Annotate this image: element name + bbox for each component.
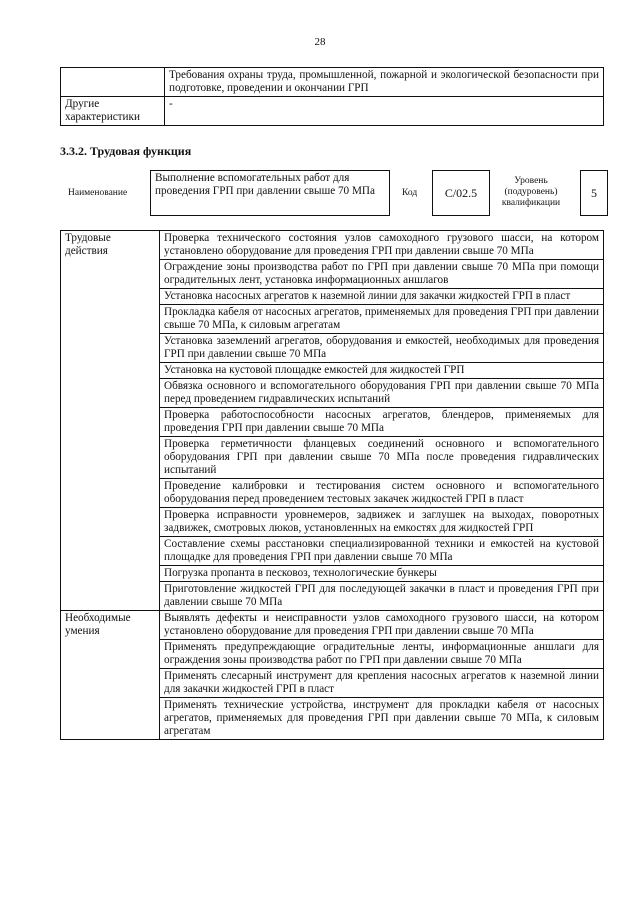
action-row-text: Приготовление жидкостей ГРП для последующей закачки в пласт и проведения ГРП при давлении свыше 70 МПа bbox=[160, 582, 604, 611]
top-table-requirement: Требования охраны труда, промышленной, пожарной и экологической безопасности при подготовке, проведении и окончании ГРП bbox=[165, 68, 604, 97]
action-row-text: Установка заземлений агрегатов, оборудования и емкостей, необходимых для проведения ГРП при давлении свыше 70 МПа bbox=[160, 334, 604, 363]
action-row bbox=[61, 231, 604, 260]
action-row-text: Установка насосных агрегатов к наземной линии для закачки жидкостей ГРП в пласт bbox=[160, 289, 604, 305]
action-row-text: Проверка исправности уровнемеров, задвижек и заглушек на выходах, поворотных задвижек, смотровых люков, установленных на емкостях для жидкостей ГРП bbox=[160, 508, 604, 537]
other-characteristics-label: Другие характеристики bbox=[61, 97, 165, 126]
section-title: 3.3.2. Трудовая функция bbox=[60, 144, 192, 158]
top-table-empty-cell bbox=[61, 68, 165, 97]
skill-row-text: Применять предупреждающие оградительные ленты, информационные аншлаги для ограждения зоны производства работ по ГРП при давлении свыше 70 МПа bbox=[160, 640, 604, 669]
other-characteristics-value: - bbox=[165, 97, 604, 126]
action-row-text: Проверка герметичности фланцевых соединений основного и вспомогательного оборудования ГРП при давлении свыше 70 МПа после проведения гидравлических испытаний bbox=[160, 437, 604, 479]
skill-row-text: Применять слесарный инструмент для крепления насосных агрегатов к наземной линии для закачки жидкостей ГРП в пласт bbox=[160, 669, 604, 698]
action-row-text: Ограждение зоны производства работ по ГРП при давлении свыше 70 МПа при помощи оградительных лент, установка информационных аншлагов bbox=[160, 260, 604, 289]
function-code: C/02.5 bbox=[432, 170, 490, 216]
action-row-text: Прокладка кабеля от насосных агрегатов, применяемых для проведения ГРП при давлении свыше 70 МПа, к силовым агрегатам bbox=[160, 305, 604, 334]
action-row-text: Обвязка основного и вспомогательного оборудования ГРП при давлении свыше 70 МПа перед проведением гидравлических испытаний bbox=[160, 379, 604, 408]
function-level: 5 bbox=[580, 170, 608, 216]
skills-label: Необходимые умения bbox=[61, 611, 160, 740]
code-label: Код bbox=[402, 188, 418, 198]
skill-row bbox=[61, 611, 604, 640]
level-label: Уровень (подуровень) квалификации bbox=[501, 176, 561, 208]
top-table bbox=[60, 67, 604, 126]
name-label: Наименование bbox=[68, 188, 128, 198]
function-name: Выполнение вспомогательных работ для проведения ГРП при давлении свыше 70 МПа bbox=[150, 170, 390, 216]
action-row-text: Проверка технического состояния узлов самоходного грузового шасси, на котором установлено оборудование для проведения ГРП при давлении свыше 70 МПа bbox=[160, 231, 604, 260]
main-table bbox=[60, 230, 604, 740]
action-row-text: Проведение калибровки и тестирования систем основного и вспомогательного оборудования перед проведением тестовых закачек жидкостей ГРП в пласт bbox=[160, 479, 604, 508]
page-number: 28 bbox=[314, 36, 326, 48]
actions-label: Трудовые действия bbox=[61, 231, 160, 611]
action-row-text: Установка на кустовой площадке емкостей для жидкостей ГРП bbox=[160, 363, 604, 379]
skill-row-text: Применять технические устройства, инструмент для прокладки кабеля от насосных агрегатов, применяемых для проведения ГРП при давлении свыше 70 МПа, к силовым агрегатам bbox=[160, 698, 604, 740]
action-row-text: Проверка работоспособности насосных агрегатов, блендеров, применяемых для проведения ГРП при давлении свыше 70 МПа bbox=[160, 408, 604, 437]
action-row-text: Составление схемы расстановки специализированной техники и емкостей на кустовой площадке для проведения ГРП при давлении свыше 70 МПа bbox=[160, 537, 604, 566]
function-header bbox=[60, 170, 610, 216]
skill-row-text: Выявлять дефекты и неисправности узлов самоходного грузового шасси, на котором установлено оборудование для проведения ГРП при давлении свыше 70 МПа bbox=[160, 611, 604, 640]
action-row-text: Погрузка пропанта в песковоз, технологические бункеры bbox=[160, 566, 604, 582]
